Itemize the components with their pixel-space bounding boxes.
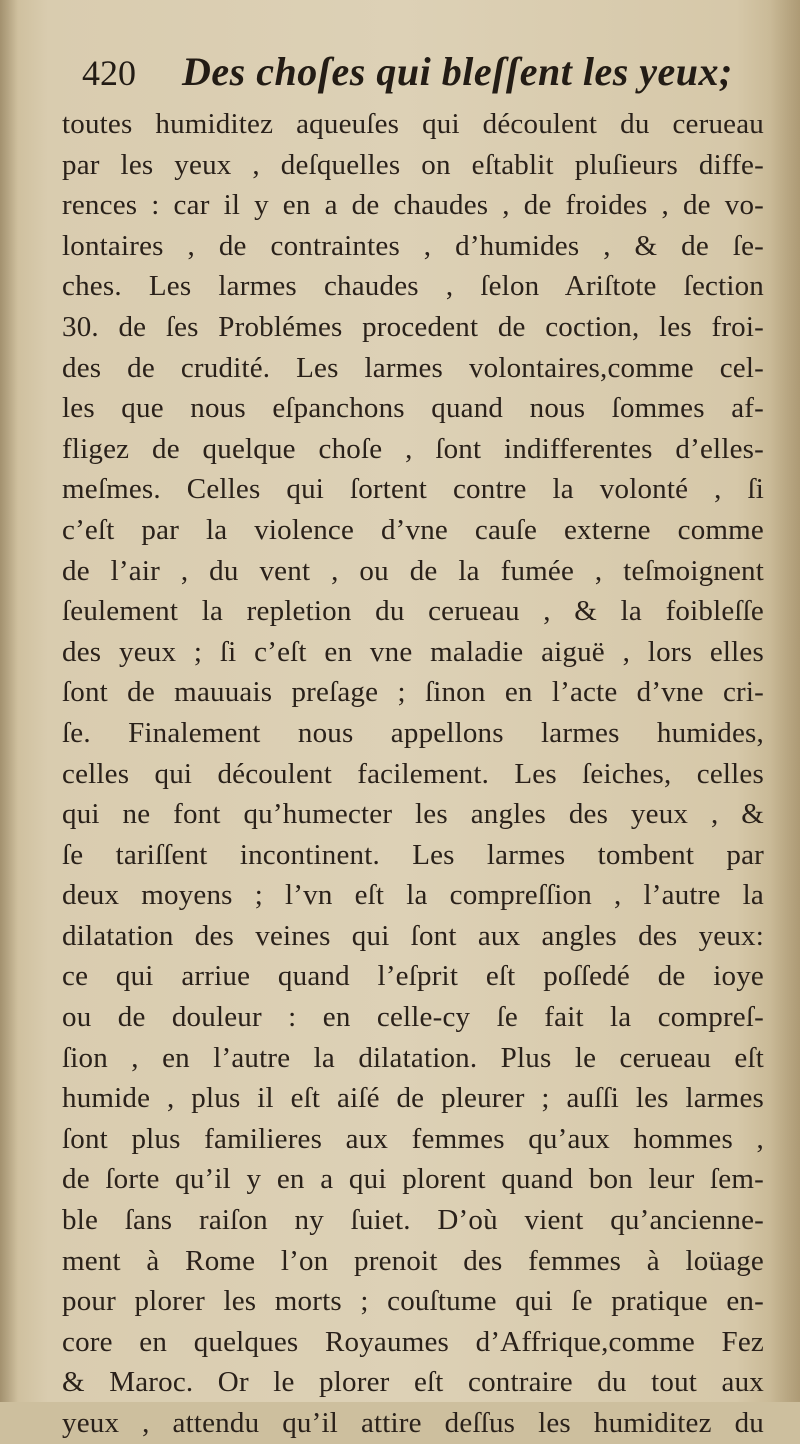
text-line: 30. de ſes Problémes procedent de coction, les froi- — [62, 310, 764, 343]
text-line: celles qui découlent facilement. Les ſeiches, celles — [62, 757, 764, 790]
text-line: ſont de mauuais preſage ; ſinon en l’acte d’vne cri- — [62, 676, 764, 709]
text-line: c’eſt par la violence d’vne cauſe externe comme — [62, 513, 764, 546]
text-line: ble ſans raiſon ny ſuiet. D’où vient qu’ancienne- — [62, 1204, 764, 1237]
running-title: Des choſes qui bleſſent les yeux; — [182, 49, 733, 94]
page-edge — [770, 0, 800, 1402]
text-line: rences : car il y en a de chaudes , de froides , de vo- — [62, 189, 764, 222]
text-line: deux moyens ; l’vn eſt la compreſſion , l’autre la — [62, 879, 764, 912]
text-line: qui ne font qu’humecter les angles des yeux , & — [62, 798, 764, 831]
text-line: & Maroc. Or le plorer eſt contraire du tout aux — [62, 1366, 764, 1399]
text-line: ches. Les larmes chaudes , ſelon Ariſtote ſection — [62, 270, 764, 303]
text-line: par les yeux , deſquelles on eſtablit pluſieurs diffe- — [62, 148, 764, 181]
text-line: ſeulement la repletion du cerueau , & la foibleſſe — [62, 595, 764, 628]
text-line: humide , plus il eſt aiſé de pleurer ; auſſi les larmes — [62, 1082, 764, 1115]
text-line: des yeux ; ſi c’eſt en vne maladie aiguë , lors elles — [62, 635, 764, 668]
page-number: 420 — [82, 53, 136, 93]
text-line: core en quelques Royaumes d’Affrique,comme Fez — [62, 1325, 764, 1358]
text-line: meſmes. Celles qui ſortent contre la volonté , ſi — [62, 473, 764, 506]
text-line: les que nous eſpanchons quand nous ſommes af- — [62, 392, 764, 425]
text-line: lontaires , de contraintes , d’humides , & de ſe- — [62, 229, 764, 262]
text-line: ou de douleur : en celle-cy ſe fait la compreſ- — [62, 1001, 764, 1034]
page-header — [82, 46, 733, 106]
text-line: ſont plus familieres aux femmes qu’aux hommes , — [62, 1122, 764, 1155]
text-line: des de crudité. Les larmes volontaires,comme cel- — [62, 351, 764, 384]
text-line: dilatation des veines qui ſont aux angles des yeux: — [62, 919, 764, 952]
text-line: ſion , en l’autre la dilatation. Plus le cerueau eſt — [62, 1041, 764, 1074]
text-line: ſe tariſſent incontinent. Les larmes tombent par — [62, 838, 764, 871]
gutter-shadow — [0, 0, 18, 1402]
text-line: toutes humiditez aqueuſes qui découlent du cerueau — [62, 108, 764, 140]
text-line: ment à Rome l’on prenoit des femmes à loüage — [62, 1244, 764, 1277]
text-line: fligez de quelque choſe , ſont indifferentes d’elles- — [62, 432, 764, 465]
text-line: de ſorte qu’il y en a qui plorent quand bon leur ſem- — [62, 1163, 764, 1196]
text-line: ſe. Finalement nous appellons larmes humides, — [62, 716, 764, 749]
text-line: ce qui arriue quand l’eſprit eſt poſſedé de ioye — [62, 960, 764, 993]
text-line: yeux , attendu qu’il attire deſſus les humiditez du — [62, 1407, 764, 1439]
body-text — [62, 104, 764, 1444]
text-line: pour plorer les morts ; couſtume qui ſe pratique en- — [62, 1285, 764, 1318]
text-line: de l’air , du vent , ou de la fumée , teſmoignent — [62, 554, 764, 587]
